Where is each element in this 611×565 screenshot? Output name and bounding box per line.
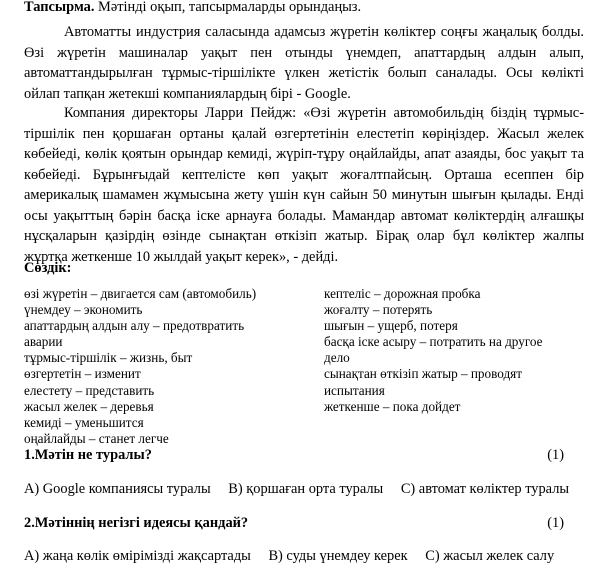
paragraph-2: Компания директоры Ларри Пейдж: «Өзі жүретін автомобильдің біздің тұрмыс-тіршілік пен қоршаған ортаны қалай өзгертетінін елестетіп көріңіздер. Жасыл желек көбейеді, көлік қоятын орындар кемиді, жүріп-тұру оңайлайды, апат азаяды, бос уақыт та көбейеді. Бұрынғыдай кептелісте көп уақыт жоғалтпайсың. Орташа есеппен бір америкалық шамамен жұмысына жету үшін күн сайын 50 минутын шығын қылады. Енді осы уақыттың бәрін басқа іске арнауға болады. Мамандар автомат көліктердің алғашқы нұсқаларын қазірдің өзінде сынақтан өткізіп жатыр. Бірақ олар бұл көліктер жалпы жұртқа жеткенше 10 жылдай уақыт керек», - дейді. bbox=[24, 105, 584, 265]
dictionary-entry: дело bbox=[324, 350, 350, 366]
dictionary-entry: елестету – представить bbox=[24, 382, 155, 398]
dictionary-entry: жоғалту – потерять bbox=[324, 302, 433, 318]
dictionary-entry: сынақтан өткізіп жатыр – проводят bbox=[324, 366, 522, 382]
question-2-options bbox=[24, 548, 568, 565]
dictionary-entry: өзі жүретін – двигается сам (автомобиль) bbox=[24, 286, 257, 301]
question-text: 1.Мәтін не туралы? bbox=[24, 447, 152, 463]
dictionary-entry: өзгертетін – изменит bbox=[24, 366, 141, 382]
dictionary-entry: жеткенше – пока дойдет bbox=[324, 398, 461, 414]
question-1 bbox=[24, 447, 564, 464]
dictionary-entry: кептеліс – дорожная пробка bbox=[324, 286, 481, 301]
dictionary-entry: шығын – ущерб, потеря bbox=[324, 318, 458, 334]
task-instruction bbox=[24, 0, 584, 17]
option-c: С) жасыл желек салу bbox=[425, 548, 555, 564]
dictionary-entry: оңайлайды – станет легче bbox=[24, 430, 169, 446]
dictionary-left-column bbox=[24, 286, 256, 447]
question-2 bbox=[24, 515, 564, 532]
question-1-options bbox=[24, 481, 583, 498]
option-b: В) суды үнемдеу керек bbox=[268, 548, 408, 564]
option-b: В) қоршаған орта туралы bbox=[228, 481, 384, 497]
question-points: (1) bbox=[547, 515, 564, 531]
dictionary-entry: үнемдеу – экономить bbox=[24, 302, 143, 318]
question-points: (1) bbox=[547, 447, 564, 463]
dictionary-entry: тұрмыс-тіршілік – жизнь, быт bbox=[24, 350, 193, 366]
option-a: А) жаңа көлік өмірімізді жақсартады bbox=[24, 548, 251, 564]
dictionary-entry: апаттардың алдын алу – предотвратить bbox=[24, 318, 245, 334]
question-text: 2.Мәтіннің негізгі идеясы қандай? bbox=[24, 515, 249, 531]
dictionary-title: Сөздік: bbox=[24, 260, 72, 276]
dictionary-right-column bbox=[324, 286, 543, 415]
dictionary-entry: аварии bbox=[24, 334, 63, 350]
paragraph-1: Автоматты индустрия саласында адамсыз жүретін көліктер соңғы жаңалық болды. Өзі жүретін машиналар уақыт пен отынды үнемдеп, апаттардың алдын алып, автоматтандырылған тұрмыс-тіршілікте үлкен жетістік болып саналады. Осы көлікті ойлап тапқан жетекші компаниялардың бірі - Google. bbox=[24, 24, 584, 102]
dictionary-entry: испытания bbox=[324, 382, 385, 398]
option-c: С) автомат көліктер туралы bbox=[400, 481, 570, 497]
dictionary-entry: басқа іске асыру – потратить на другое bbox=[324, 334, 543, 350]
dictionary-entry: кемиді – уменьшится bbox=[24, 414, 144, 430]
task-label: Тапсырма. bbox=[24, 0, 95, 15]
dictionary-entry: жасыл желек – деревья bbox=[24, 398, 154, 414]
option-a: А) Google компаниясы туралы bbox=[24, 481, 211, 497]
task-text: Мәтінді оқып, тапсырмаларды орындаңыз. bbox=[94, 0, 362, 15]
